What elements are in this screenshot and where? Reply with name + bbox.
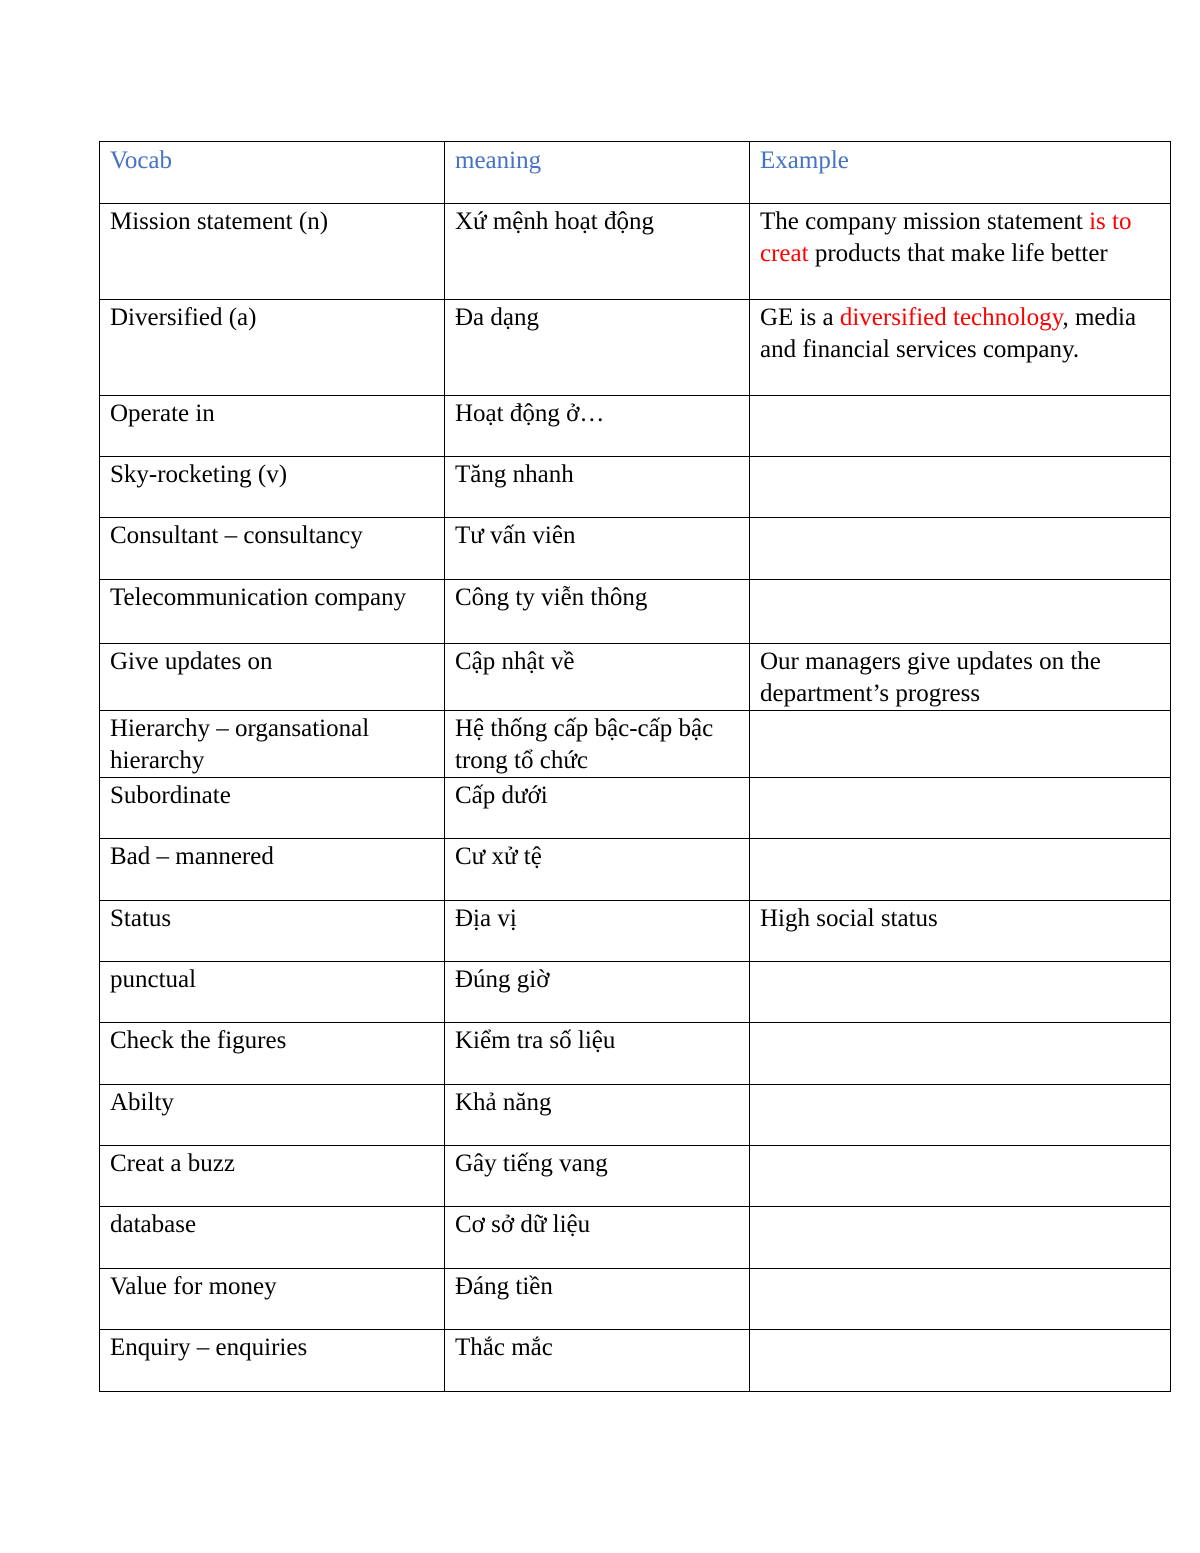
example-highlight: diversified technology [839, 304, 1063, 331]
vocab-cell: Consultant – consultancy [100, 518, 445, 580]
vocab-table [99, 141, 1171, 1392]
meaning-cell: Khả năng [445, 1085, 750, 1146]
meaning-cell: Cập nhật về [445, 644, 750, 711]
example-text: , media and financial services company. [760, 304, 1137, 363]
example-cell [750, 1023, 1171, 1085]
example-cell [750, 204, 1171, 300]
vocab-cell: Status [100, 901, 445, 962]
example-cell [750, 1146, 1171, 1207]
vocab-cell: Diversified (a) [100, 300, 445, 396]
vocab-cell: Bad – mannered [100, 839, 445, 901]
table-row [100, 839, 1171, 901]
vocab-cell: Hierarchy – organsational hierarchy [100, 711, 445, 778]
header-example: Example [750, 142, 1171, 204]
vocab-cell: database [100, 1207, 445, 1269]
example-cell [750, 1207, 1171, 1269]
example-cell [750, 644, 1171, 711]
example-cell [750, 839, 1171, 901]
meaning-cell: Hoạt động ở… [445, 396, 750, 457]
vocab-cell: Operate in [100, 396, 445, 457]
meaning-cell: Cư xử tệ [445, 839, 750, 901]
vocab-cell: Give updates on [100, 644, 445, 711]
table-row [100, 962, 1171, 1023]
meaning-cell: Tư vấn viên [445, 518, 750, 580]
vocab-cell: Creat a buzz [100, 1146, 445, 1207]
example-cell [750, 396, 1171, 457]
example-cell [750, 580, 1171, 644]
table-row [100, 518, 1171, 580]
meaning-cell: Địa vị [445, 901, 750, 962]
meaning-cell: Gây tiếng vang [445, 1146, 750, 1207]
table-row [100, 1330, 1171, 1392]
example-text: GE is a [760, 304, 840, 331]
table-row [100, 1023, 1171, 1085]
meaning-cell: Đa dạng [445, 300, 750, 396]
table-row [100, 1085, 1171, 1146]
vocab-cell: Enquiry – enquiries [100, 1330, 445, 1392]
table-row [100, 644, 1171, 711]
table-row [100, 901, 1171, 962]
meaning-cell: Tăng nhanh [445, 457, 750, 518]
table-row [100, 580, 1171, 644]
vocab-cell: Sky-rocketing (v) [100, 457, 445, 518]
example-cell [750, 1085, 1171, 1146]
vocab-table-body [100, 142, 1171, 1392]
vocab-cell: Mission statement (n) [100, 204, 445, 300]
vocab-cell: punctual [100, 962, 445, 1023]
meaning-cell: Cấp dưới [445, 778, 750, 839]
example-cell [750, 901, 1171, 962]
table-row [100, 778, 1171, 839]
example-cell [750, 457, 1171, 518]
vocab-cell: Value for money [100, 1269, 445, 1330]
table-row [100, 457, 1171, 518]
table-row [100, 204, 1171, 300]
example-cell [750, 711, 1171, 778]
example-cell [750, 300, 1171, 396]
meaning-cell: Kiểm tra số liệu [445, 1023, 750, 1085]
example-cell [750, 962, 1171, 1023]
example-text: products that make life better [808, 240, 1108, 267]
meaning-cell: Đúng giờ [445, 962, 750, 1023]
table-row [100, 300, 1171, 396]
vocab-cell: Abilty [100, 1085, 445, 1146]
header-meaning: meaning [445, 142, 750, 204]
example-cell [750, 518, 1171, 580]
example-cell [750, 1269, 1171, 1330]
table-row [100, 1146, 1171, 1207]
table-row [100, 396, 1171, 457]
example-text: Our managers give updates on the department’s progress [760, 648, 1101, 707]
table-row [100, 711, 1171, 778]
vocab-cell: Telecommunication company [100, 580, 445, 644]
example-cell [750, 1330, 1171, 1392]
meaning-cell: Cơ sở dữ liệu [445, 1207, 750, 1269]
example-cell [750, 778, 1171, 839]
meaning-cell: Hệ thống cấp bậc-cấp bậc trong tổ chức [445, 711, 750, 778]
example-highlight: is to creat [760, 208, 1132, 267]
vocab-cell: Check the figures [100, 1023, 445, 1085]
meaning-cell: Công ty viễn thông [445, 580, 750, 644]
meaning-cell: Thắc mắc [445, 1330, 750, 1392]
example-text: The company mission statement [760, 208, 1090, 235]
vocab-cell: Subordinate [100, 778, 445, 839]
meaning-cell: Xứ mệnh hoạt động [445, 204, 750, 300]
table-row [100, 1207, 1171, 1269]
example-text: High social status [760, 905, 938, 932]
table-row [100, 1269, 1171, 1330]
header-vocab: Vocab [100, 142, 445, 204]
meaning-cell: Đáng tiền [445, 1269, 750, 1330]
header-row [100, 142, 1171, 204]
